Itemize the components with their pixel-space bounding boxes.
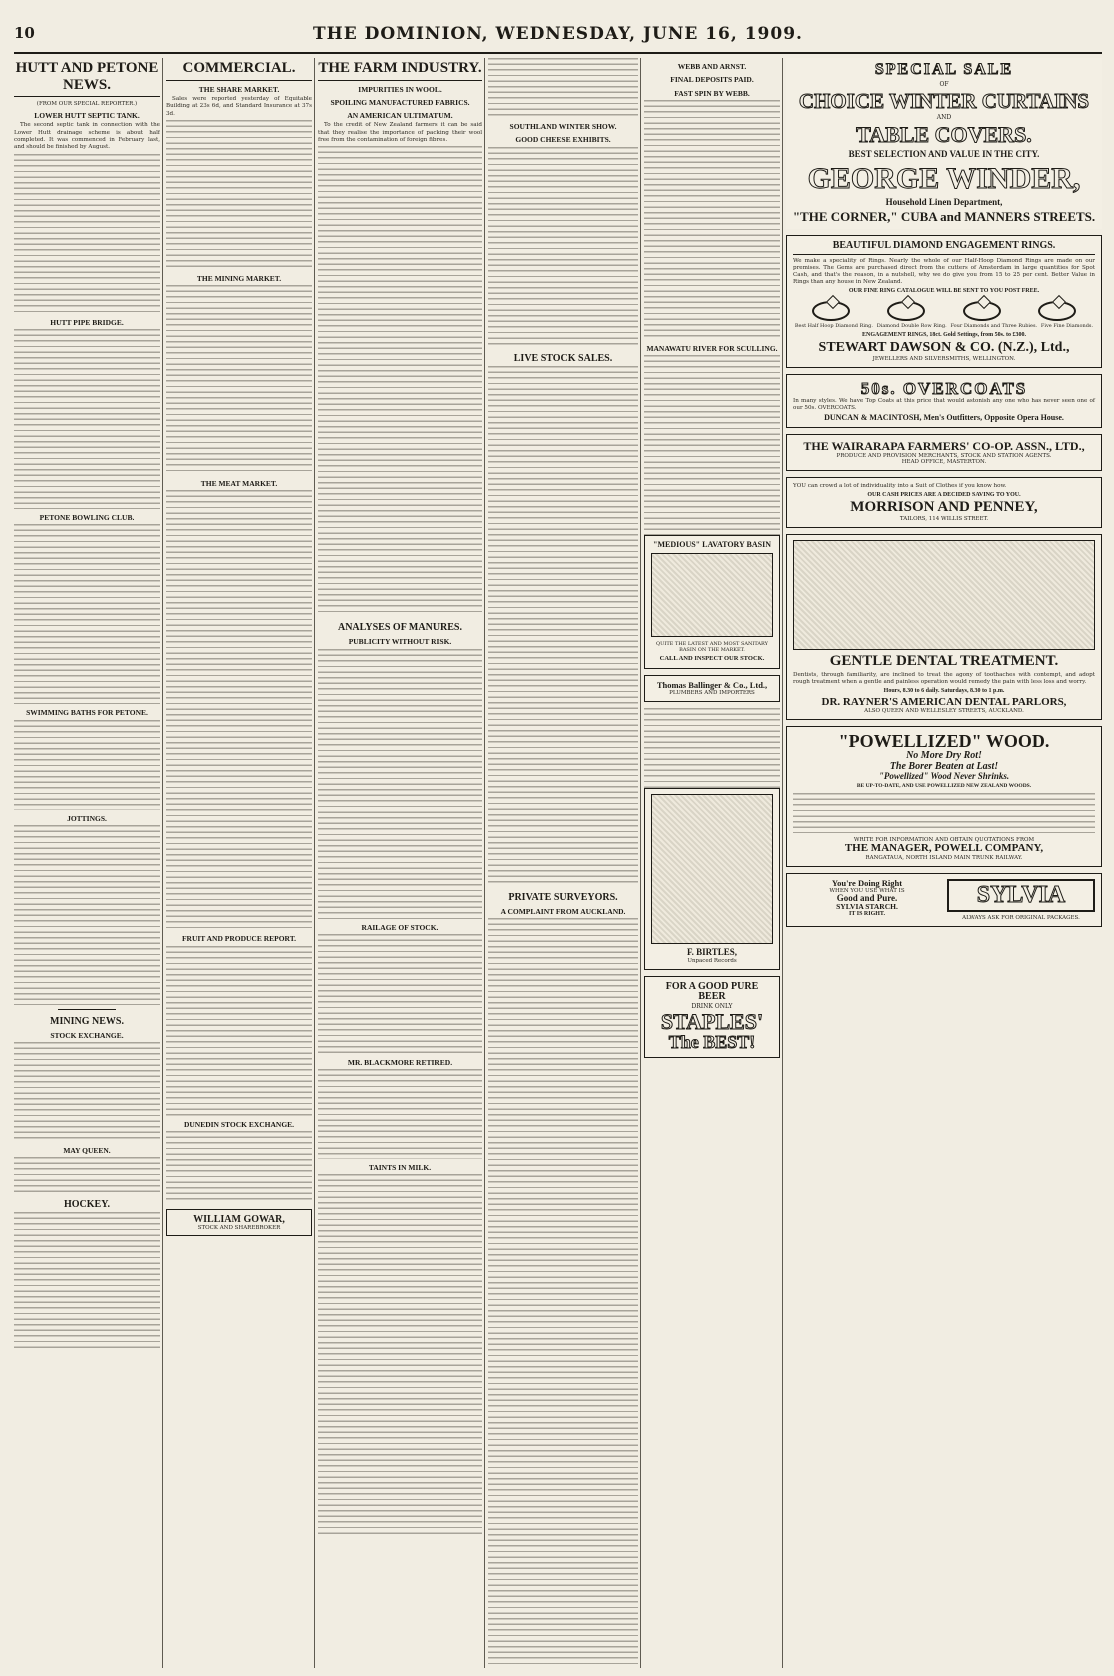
ad-title: FOR A GOOD PURE BEER xyxy=(665,980,759,1003)
ad-line: SYLVIA STARCH. xyxy=(836,902,898,912)
page-number: 10 xyxy=(14,24,35,42)
ad-line: BEST SELECTION AND VALUE IN THE CITY. xyxy=(848,148,1040,159)
ring-icon xyxy=(963,301,1001,321)
powell-wood-ad xyxy=(786,726,1102,867)
ad-line: Household Linen Department, xyxy=(885,196,1003,207)
section-heading: SWIMMING BATHS FOR PETONE. xyxy=(26,708,148,718)
section-heading: FAST SPIN BY WEBB. xyxy=(674,88,750,98)
ad-footer: JEWELLERS AND SILVERSMITHS, WELLINGTON. xyxy=(872,355,1016,362)
ad-brand: SYLVIA xyxy=(947,879,1095,912)
article-text-block xyxy=(166,946,312,1116)
ad-title: 50s. OVERCOATS xyxy=(860,378,1028,398)
column-advertisements xyxy=(786,58,1102,1668)
column-rule xyxy=(782,58,783,1668)
dentist-illustration xyxy=(793,540,1095,650)
ad-footer: TAILORS, 114 WILLIS STREET. xyxy=(899,515,989,522)
article-heading: COMMERCIAL. xyxy=(166,60,312,81)
section-heading: PUBLICITY WITHOUT RISK. xyxy=(348,637,452,647)
ad-brand: DR. RAYNER'S AMERICAN DENTAL PARLORS, xyxy=(821,695,1067,708)
column-sport-ads xyxy=(644,58,780,1668)
article-text-block xyxy=(488,147,638,347)
ballinger-ad xyxy=(644,675,780,702)
column-commercial xyxy=(166,58,312,1668)
article-text-block xyxy=(14,1212,160,1352)
ad-address: "THE CORNER," CUBA and MANNERS STREETS. xyxy=(792,209,1096,225)
ad-brand: STEWART DAWSON & CO. (N.Z.), Ltd., xyxy=(818,340,1070,356)
ring-caption: Best Half Hoop Diamond Ring. xyxy=(794,322,873,329)
article-text-block xyxy=(166,1131,312,1201)
ad-line: HEAD OFFICE, MASTERTON. xyxy=(901,458,987,465)
ad-title: "POWELLIZED" WOOD. xyxy=(838,731,1050,752)
lavatory-basin-ad xyxy=(644,535,780,669)
ring-icon xyxy=(887,301,925,321)
section-heading: FRUIT AND PRODUCE REPORT. xyxy=(181,934,297,944)
section-heading: RAILAGE OF STOCK. xyxy=(361,922,439,932)
ad-line: SPECIAL SALE xyxy=(874,61,1014,78)
section-heading: FINAL DEPOSITS PAID. xyxy=(670,75,754,85)
ad-tagline: The BEST! xyxy=(668,1031,756,1052)
section-heading: DUNEDIN STOCK EXCHANGE. xyxy=(183,1119,295,1129)
ad-brand: MORRISON AND PENNEY, xyxy=(850,498,1038,515)
ad-line: CHOICE WINTER CURTAINS xyxy=(798,88,1090,113)
ad-body: YOU can crowd a lot of individuality into a Suit of Clothes if you know how. xyxy=(793,482,1007,489)
article-text-block xyxy=(14,154,160,314)
ad-line: OF xyxy=(939,80,949,88)
ad-brand: GEORGE WINDER, xyxy=(807,162,1081,196)
section-heading: SOUTHLAND WINTER SHOW. xyxy=(509,122,617,131)
stewart-dawson-ad xyxy=(786,235,1102,368)
article-text-block xyxy=(318,1174,482,1534)
ring-captions xyxy=(793,323,1095,329)
article-text-block xyxy=(318,146,482,616)
ad-brand: THE MANAGER, POWELL COMPANY, xyxy=(844,842,1044,855)
column-hutt-petone xyxy=(14,58,160,1668)
gowar-advertisement xyxy=(166,1209,312,1236)
column-farm-industry xyxy=(318,58,482,1668)
article-text-block xyxy=(318,934,482,1054)
section-heading: SPOILING MANUFACTURED FABRICS. xyxy=(330,97,470,107)
ad-line: OUR FINE RING CATALOGUE WILL BE SENT TO YOU POST FREE. xyxy=(848,288,1040,295)
section-heading: ANALYSES OF MANURES. xyxy=(337,622,462,634)
sylvia-starch-ad xyxy=(786,873,1102,927)
ad-caption: QUITE THE LATEST AND MOST SANITARY BASIN ON THE MARKET. xyxy=(656,641,768,654)
section-heading: PRIVATE SURVEYORS. xyxy=(508,891,618,903)
ad-line: STOCK AND SHAREBROKER xyxy=(197,1224,281,1231)
ad-line: You're Doing Right xyxy=(831,877,903,888)
article-heading: HUTT AND PETONE NEWS. xyxy=(14,60,160,97)
ad-line: ENGAGEMENT RINGS, 18ct. Gold Settings, from 50s. to £300. xyxy=(862,331,1026,338)
column-rule xyxy=(640,58,641,1668)
ad-line: WHEN YOU USE WHAT IS xyxy=(829,887,905,894)
ad-line: BE UP-TO-DATE, AND USE POWELLIZED NEW ZEALAND WOODS. xyxy=(856,782,1032,789)
cyclist-illustration xyxy=(651,794,773,944)
article-text: The second septic tank in connection with the Lower Hutt drainage scheme is about half completed. It was commenced in February last, and should be finished by August. xyxy=(14,122,160,151)
morrison-penney-ad xyxy=(786,477,1102,528)
share-price-table xyxy=(166,285,312,475)
ad-line: "Powellized" Wood Never Shrinks. xyxy=(878,771,1010,782)
ad-footer: ALSO QUEEN AND WELLESLEY STREETS, AUCKLAND. xyxy=(864,708,1024,715)
article-text-block xyxy=(644,355,780,535)
article-text-block xyxy=(14,329,160,509)
george-winder-ad xyxy=(786,58,1102,229)
ad-line: Hours, 8.30 to 6 daily. Saturdays, 8.30 to 1 p.m. xyxy=(883,688,1005,695)
article-text-block xyxy=(488,918,638,1668)
article-text-block xyxy=(14,1042,160,1142)
ad-brand: THE WAIRARAPA FARMERS' CO-OP. ASSN., LTD., xyxy=(803,438,1085,453)
article-text-block xyxy=(488,58,638,118)
section-heading: THE SHARE MARKET. xyxy=(198,84,280,94)
staples-beer-ad xyxy=(644,976,780,1058)
section-heading: WEBB AND ARNST. xyxy=(677,62,747,71)
ad-body: We make a speciality of Rings. Nearly the whole of our Half-Hoop Diamond Rings are made on our premises. The Gems are purchased direct from the cutters of Amsterdam in large quantities for Spot Cash, and that's the reason, in a nutshell, why we do give you from 15 to 25 per cent. Better Value in Rings than any house in New Zealand. xyxy=(793,258,1095,286)
article-text: To the credit of New Zealand farmers it can be said that they realise the importance of packing their wool free from the contamination of foreign fibres. xyxy=(318,122,482,144)
section-heading: LIVE STOCK SALES. xyxy=(513,352,613,364)
article-byline: (FROM OUR SPECIAL REPORTER.) xyxy=(36,101,138,107)
section-heading: HOCKEY. xyxy=(63,1199,111,1211)
ad-line: Unpaced Records xyxy=(687,957,737,964)
ad-footer: RANGATAUA, NORTH ISLAND MAIN TRUNK RAILWAY. xyxy=(865,854,1023,861)
column-rule xyxy=(314,58,315,1668)
article-text-block xyxy=(318,1069,482,1159)
section-heading: IMPURITIES IN WOOL. xyxy=(358,84,442,94)
section-heading: MAY QUEEN. xyxy=(63,1146,111,1156)
ad-line: OUR CASH PRICES ARE A DECIDED SAVING TO YOU. xyxy=(867,491,1021,498)
ad-cta: CALL AND INSPECT OUR STOCK. xyxy=(659,655,765,663)
column-rule xyxy=(484,58,485,1668)
ad-line: WRITE FOR INFORMATION AND OBTAIN QUOTATIONS FROM xyxy=(853,837,1035,844)
ad-line: IT IS RIGHT. xyxy=(849,911,885,918)
article-text-block xyxy=(14,720,160,810)
ad-line: TABLE COVERS. xyxy=(856,121,1032,147)
article-text-block xyxy=(14,524,160,704)
ring-caption: Four Diamonds and Three Rubies. xyxy=(950,322,1038,329)
section-heading: LOWER HUTT SEPTIC TANK. xyxy=(34,111,140,120)
section-heading: MANAWATU RIVER FOR SCULLING. xyxy=(646,343,778,353)
section-heading: MR. BLACKMORE RETIRED. xyxy=(347,1057,453,1067)
article-text-block xyxy=(318,649,482,919)
ad-line: The Borer Beaten at Last! xyxy=(889,760,999,772)
ad-line: PLUMBERS AND IMPORTERS xyxy=(669,690,755,697)
ring-icon xyxy=(1038,301,1076,321)
section-heading: JOTTINGS. xyxy=(67,813,107,823)
article-text-block xyxy=(166,120,312,270)
section-heading: MINING NEWS. xyxy=(50,1015,124,1027)
ring-icon xyxy=(812,301,850,321)
wairarapa-farmers-ad xyxy=(786,434,1102,471)
ad-title: GENTLE DENTAL TREATMENT. xyxy=(829,652,1059,669)
article-text: Sales were reported yesterday of Equitable Building at 23s 6d, and Standard Insurance at 37s 3d. xyxy=(166,95,312,117)
ad-line: DRINK ONLY xyxy=(691,1002,733,1010)
ad-line: ALWAYS ASK FOR ORIGINAL PACKAGES. xyxy=(962,915,1080,922)
ad-title: "MEDIOUS" LAVATORY BASIN xyxy=(653,540,771,549)
ad-body: In many styles. We have Top Coats at this price that would astonish any one who has never seen one of our 50s. OVERCOATS. xyxy=(793,397,1095,411)
basin-illustration xyxy=(651,553,773,637)
section-heading: HUTT PIPE BRIDGE. xyxy=(50,317,124,327)
ring-caption: Diamond Double Row Ring. xyxy=(876,322,947,329)
section-heading: AN AMERICAN ULTIMATUM. xyxy=(347,111,453,120)
section-heading: THE MEAT MARKET. xyxy=(200,479,278,489)
ring-illustrations xyxy=(793,301,1095,321)
ad-brand: F. BIRTLES, xyxy=(686,947,738,958)
section-heading: PETONE BOWLING CLUB. xyxy=(39,513,135,523)
ad-brand: Thomas Ballinger & Co., Ltd., xyxy=(656,680,768,691)
masthead xyxy=(14,10,1102,54)
duncan-macintosh-ad xyxy=(786,374,1102,428)
article-text-block xyxy=(14,1157,160,1193)
section-heading: THE MINING MARKET. xyxy=(196,273,282,283)
section-heading: A COMPLAINT FROM AUCKLAND. xyxy=(500,906,626,916)
classified-text xyxy=(644,708,780,788)
ad-line: AND xyxy=(936,113,952,121)
ad-body xyxy=(793,793,1095,833)
rayner-dental-ad xyxy=(786,534,1102,721)
newspaper-title: THE DOMINION, WEDNESDAY, JUNE 16, 1909. xyxy=(313,24,803,44)
article-heading: THE FARM INDUSTRY. xyxy=(318,60,482,81)
article-text-block xyxy=(644,100,780,340)
birtles-cycle-ad xyxy=(644,788,780,969)
section-heading: TAINTS IN MILK. xyxy=(368,1163,432,1173)
column-shows-sales xyxy=(488,58,638,1668)
article-text-block xyxy=(488,366,638,886)
ad-title: BEAUTIFUL DIAMOND ENGAGEMENT RINGS. xyxy=(793,241,1095,256)
section-heading: STOCK EXCHANGE. xyxy=(50,1030,124,1040)
ad-line: Good and Pure. xyxy=(836,892,898,903)
ad-line: PRODUCE AND PROVISION MERCHANTS, STOCK AND STATION AGENTS. xyxy=(836,452,1052,459)
article-text-block xyxy=(14,825,160,1005)
column-rule xyxy=(162,58,163,1668)
ad-brand: DUNCAN & MACINTOSH, Men's Outfitters, Opposite Opera House. xyxy=(824,412,1064,422)
ad-brand: WILLIAM GOWAR, xyxy=(193,1213,285,1225)
ring-caption: Five Fine Diamonds. xyxy=(1040,322,1094,329)
ad-line: No More Dry Rot! xyxy=(906,750,982,762)
section-heading: GOOD CHEESE EXHIBITS. xyxy=(515,135,611,145)
article-text-block xyxy=(166,490,312,930)
ad-body: Dentists, through familiarity, are inclined to treat the agony of toothaches with contempt, and adopt rough treatment when a gentle and painless operation would remedy the pain with less loss and worry. xyxy=(793,672,1095,686)
ad-brand: STAPLES' xyxy=(660,1008,764,1034)
